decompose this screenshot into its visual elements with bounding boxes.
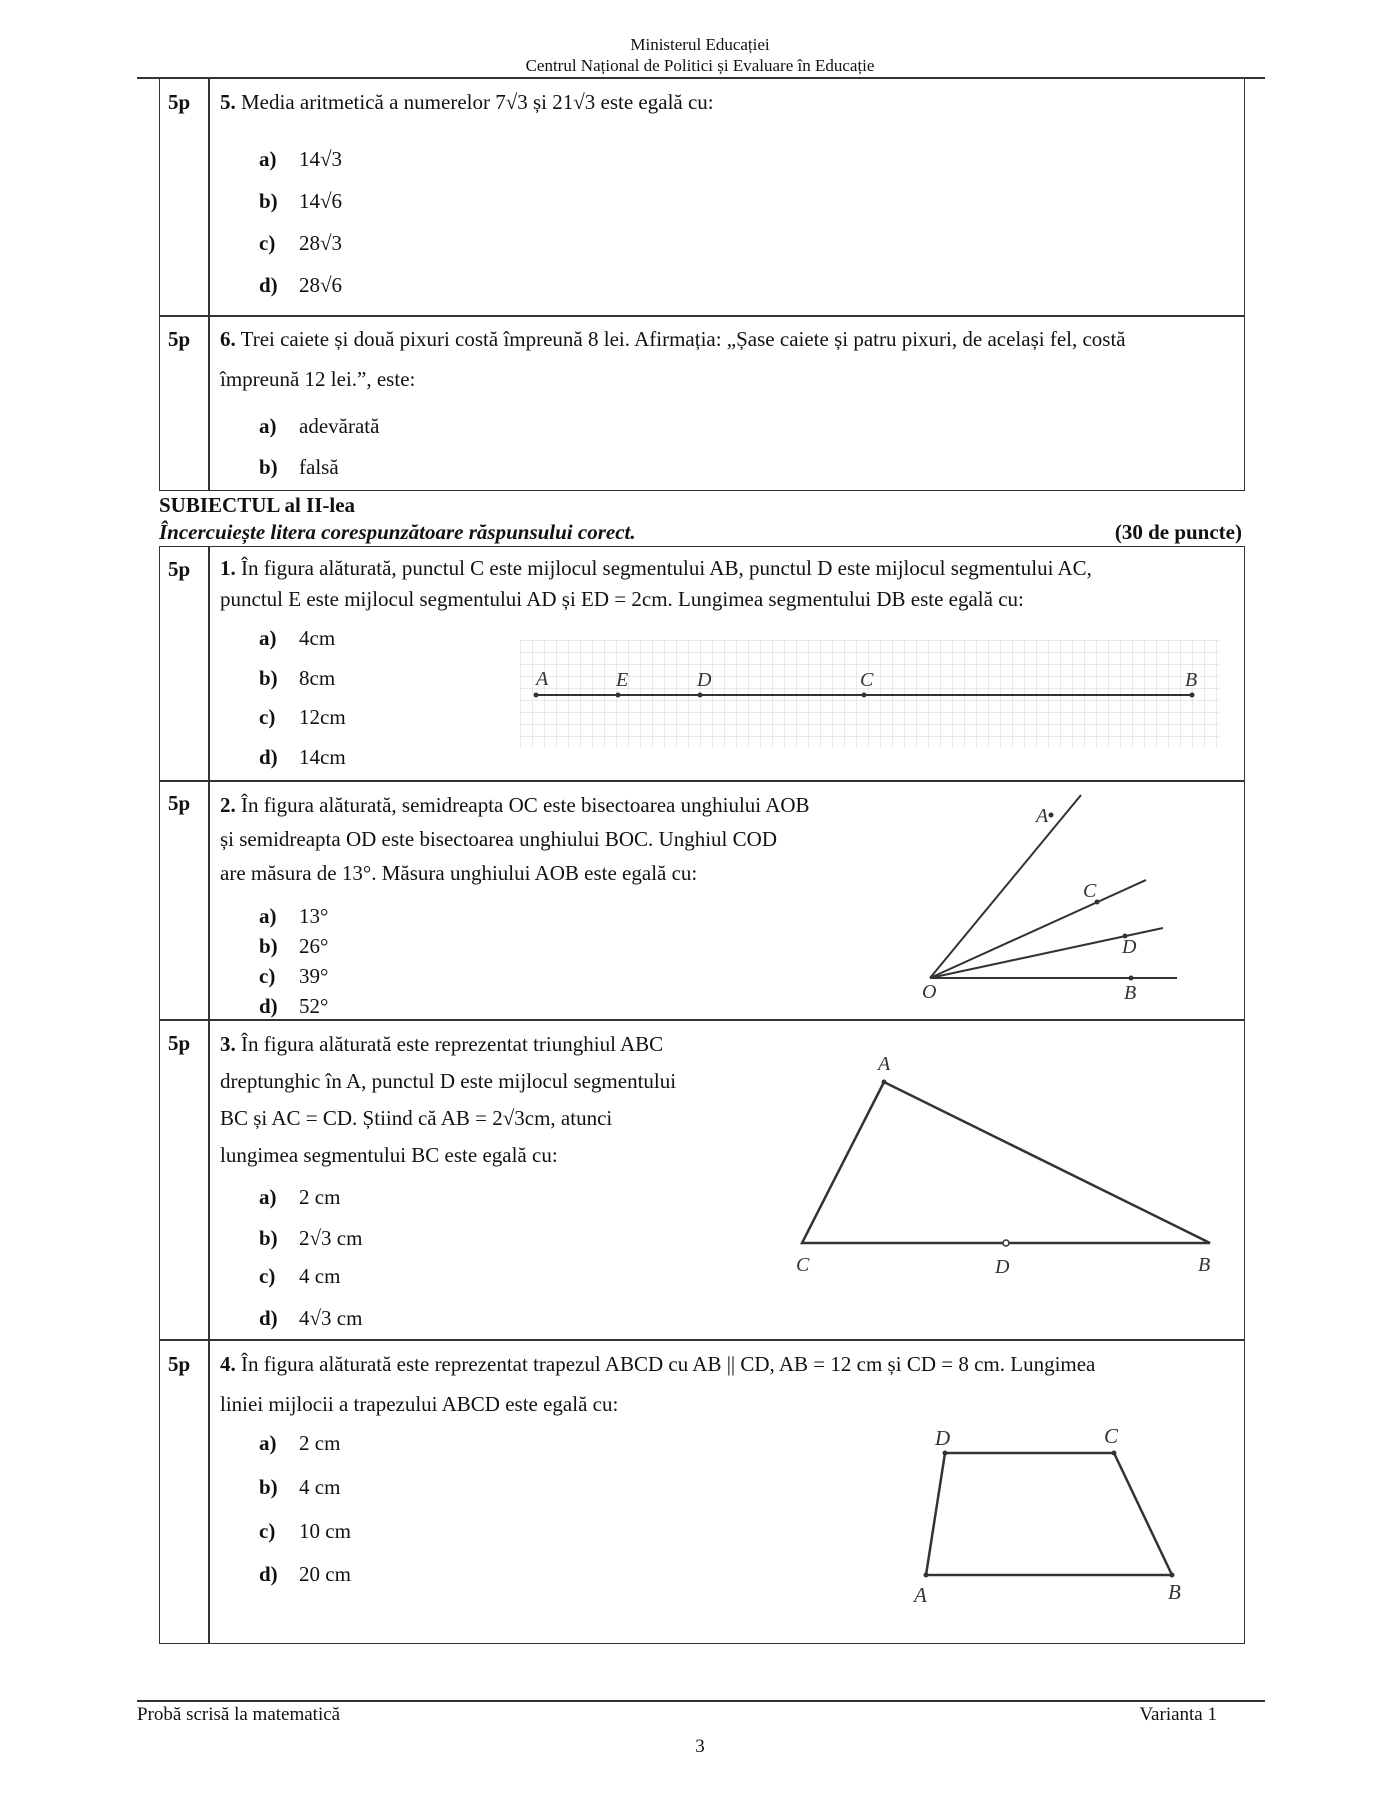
point-A bbox=[1049, 813, 1054, 818]
row-divider bbox=[159, 780, 1244, 782]
s2-q1-option-d[interactable]: d) 14cm bbox=[259, 745, 346, 769]
point-C bbox=[862, 693, 867, 698]
s2-q4-option-d[interactable]: d) 20 cm bbox=[259, 1562, 351, 1586]
s2-q1-points: 5p bbox=[168, 557, 191, 581]
section2-instruction: Încercuiește litera corespunzătoare răspunsului corect. bbox=[159, 520, 636, 544]
row-divider bbox=[159, 315, 1244, 317]
s2-q4-option-b[interactable]: b) 4 cm bbox=[259, 1475, 341, 1499]
s2-q2-points: 5p bbox=[168, 791, 191, 815]
footer-left: Probă scrisă la matematică bbox=[137, 1704, 341, 1725]
triangle-figure bbox=[780, 1040, 1240, 1290]
s2-q3-text-line1: 3. În figura alăturată este reprezentat triunghiul ABC bbox=[220, 1032, 664, 1056]
label-C: C bbox=[860, 669, 874, 691]
footer-rule bbox=[137, 1700, 1265, 1702]
q6-option-a[interactable]: a) adevărată bbox=[259, 414, 380, 438]
point-B bbox=[1190, 693, 1195, 698]
q5-option-d[interactable]: d) 28√6 bbox=[259, 273, 343, 297]
trapezoid-ABCD bbox=[926, 1453, 1172, 1575]
angle-figure bbox=[900, 785, 1200, 1015]
point-E bbox=[616, 693, 621, 698]
section2-title: SUBIECTUL al II-lea bbox=[159, 493, 356, 517]
row-divider bbox=[159, 1339, 1244, 1341]
trapezoid-figure bbox=[900, 1420, 1220, 1620]
s2-q3-text-line4: lungimea segmentului BC este egală cu: bbox=[220, 1143, 558, 1167]
point-D bbox=[698, 693, 703, 698]
s2-q4-option-c[interactable]: c) 10 cm bbox=[259, 1519, 351, 1543]
label-B: B bbox=[1124, 982, 1137, 1004]
label-A: A bbox=[914, 1583, 927, 1607]
label-B: B bbox=[1185, 669, 1198, 691]
point-D bbox=[1003, 1240, 1009, 1246]
label-A: A bbox=[536, 668, 549, 690]
label-B: B bbox=[1198, 1254, 1211, 1276]
s2-q2-option-d[interactable]: d) 52° bbox=[259, 994, 329, 1018]
s2-q3-option-d[interactable]: d) 4√3 cm bbox=[259, 1306, 363, 1330]
s2-q4-points: 5p bbox=[168, 1352, 191, 1376]
label-D: D bbox=[995, 1256, 1010, 1278]
footer-right: Varianta 1 bbox=[1139, 1704, 1217, 1725]
ray-OC bbox=[930, 880, 1146, 978]
header-center: Centrul Național de Politici și Evaluare în Educație bbox=[525, 56, 875, 75]
label-A: A bbox=[1036, 805, 1049, 827]
point-D bbox=[943, 1451, 948, 1456]
triangle-ABC bbox=[802, 1082, 1210, 1243]
s2-q3-text-line2: dreptunghic în A, punctul D este mijlocul segmentului bbox=[220, 1069, 677, 1093]
point-C bbox=[1112, 1451, 1117, 1456]
s2-q1-text-line1: 1. În figura alăturată, punctul C este mijlocul segmentului AB, punctul D este mijlocul segmentului AC, bbox=[220, 556, 1092, 580]
point-B bbox=[1170, 1573, 1175, 1578]
label-O: O bbox=[922, 981, 937, 1003]
s2-q3-points: 5p bbox=[168, 1031, 191, 1055]
section2-score: (30 de puncte) bbox=[1114, 520, 1242, 544]
s2-q3-option-b[interactable]: b) 2√3 cm bbox=[259, 1226, 363, 1250]
point-A bbox=[882, 1080, 887, 1085]
points-column-divider bbox=[208, 77, 210, 491]
page-number: 3 bbox=[695, 1736, 705, 1757]
s2-q1-text-line2: punctul E este mijlocul segmentului AD și ED = 2cm. Lungimea segmentului DB este egală cu: bbox=[220, 587, 1024, 611]
s2-q1-option-b[interactable]: b) 8cm bbox=[259, 666, 336, 690]
s2-q2-option-c[interactable]: c) 39° bbox=[259, 964, 329, 988]
q5-option-c[interactable]: c) 28√3 bbox=[259, 231, 343, 255]
s2-q2-text-line2: și semidreapta OD este bisectoarea unghiului BOC. Unghiul COD bbox=[220, 827, 777, 851]
q6-text-line1: 6. Trei caiete și două pixuri costă împreună 8 lei. Afirmația: „Șase caiete și patru pixuri, de același fel, costă bbox=[220, 327, 1126, 351]
row-divider bbox=[159, 1019, 1244, 1021]
s2-q2-option-b[interactable]: b) 26° bbox=[259, 934, 329, 958]
label-C: C bbox=[1083, 880, 1097, 902]
q6-points: 5p bbox=[168, 327, 191, 351]
s2-q3-text-line3: BC și AC = CD. Știind că AB = 2√3cm, atunci bbox=[220, 1106, 613, 1130]
label-D: D bbox=[697, 669, 712, 691]
header-ministry: Ministerul Educației bbox=[630, 35, 770, 54]
s2-q2-text-line3: are măsura de 13°. Măsura unghiului AOB este egală cu: bbox=[220, 861, 698, 885]
point-A bbox=[924, 1573, 929, 1578]
label-A: A bbox=[878, 1053, 891, 1075]
label-B: B bbox=[1168, 1580, 1181, 1604]
point-B bbox=[1129, 976, 1134, 981]
s2-q3-option-a[interactable]: a) 2 cm bbox=[259, 1185, 341, 1209]
s2-q2-text-line1: 2. În figura alăturată, semidreapta OC este bisectoarea unghiului AOB bbox=[220, 793, 810, 817]
q5-option-a[interactable]: a) 14√3 bbox=[259, 147, 343, 171]
s2-q1-option-a[interactable]: a) 4cm bbox=[259, 626, 336, 650]
label-C: C bbox=[796, 1254, 810, 1276]
label-C: C bbox=[1104, 1424, 1119, 1448]
s2-q3-option-c[interactable]: c) 4 cm bbox=[259, 1264, 341, 1288]
s2-q4-option-a[interactable]: a) 2 cm bbox=[259, 1431, 341, 1455]
segment-figure bbox=[520, 640, 1220, 750]
q5-option-b[interactable]: b) 14√6 bbox=[259, 189, 343, 213]
s2-q1-option-c[interactable]: c) 12cm bbox=[259, 705, 346, 729]
label-D: D bbox=[1122, 936, 1137, 958]
label-E: E bbox=[616, 669, 629, 691]
q6-text-line2: împreună 12 lei.”, este: bbox=[220, 367, 416, 391]
label-D: D bbox=[935, 1426, 951, 1450]
q5-points: 5p bbox=[168, 90, 191, 114]
s2-q4-text-line1: 4. În figura alăturată este reprezentat trapezul ABCD cu AB || CD, AB = 12 cm și CD = 8 cm. Lungimea bbox=[220, 1352, 1096, 1376]
point-A bbox=[534, 693, 539, 698]
q5-text: 5. Media aritmetică a numerelor 7√3 și 21√3 este egală cu: bbox=[220, 90, 714, 114]
points-column-divider-2 bbox=[208, 546, 210, 1644]
q6-option-b[interactable]: b) falsă bbox=[259, 455, 339, 479]
s2-q2-option-a[interactable]: a) 13° bbox=[259, 904, 329, 928]
s2-q4-text-line2: liniei mijlocii a trapezului ABCD este egală cu: bbox=[220, 1392, 619, 1416]
